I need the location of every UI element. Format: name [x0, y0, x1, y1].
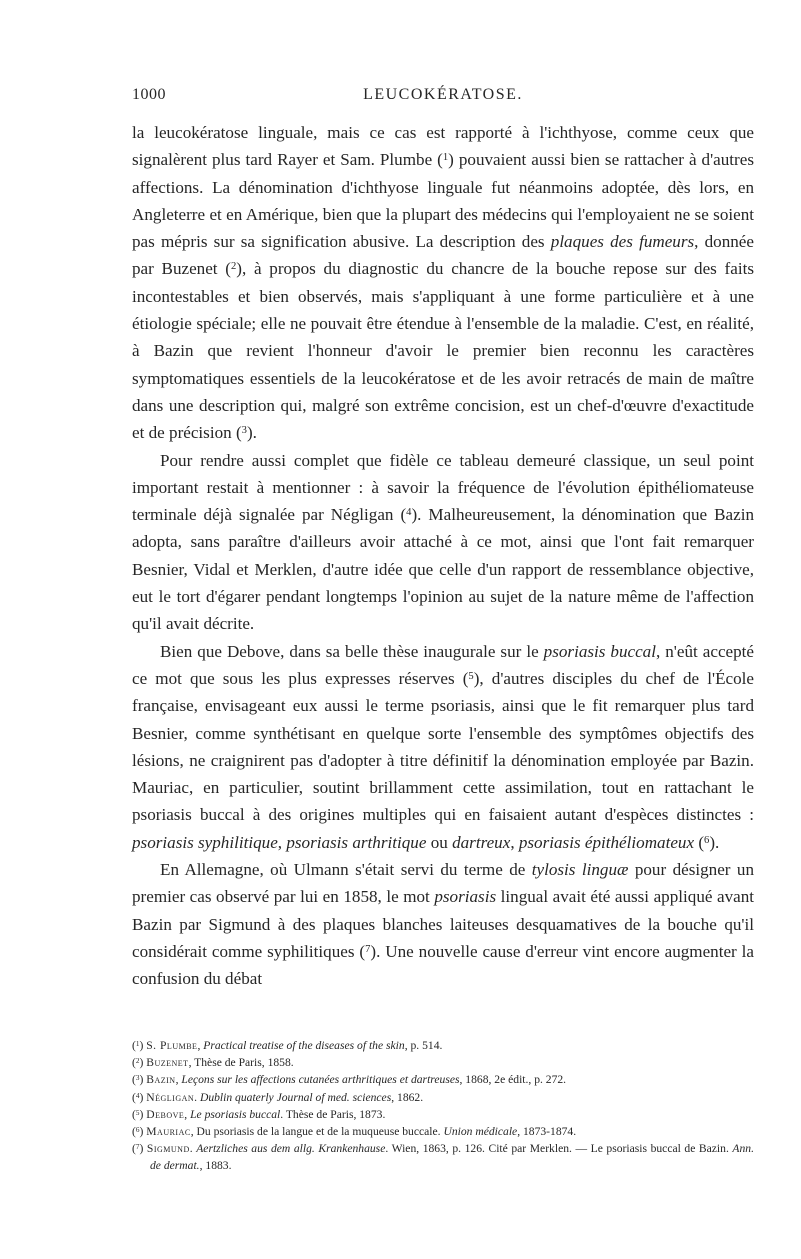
footnote-ref: 2	[230, 261, 237, 273]
footnote	[132, 1123, 754, 1140]
italic-text: Leçons sur les affections cutanées arthritiques et dartreuses	[181, 1073, 460, 1087]
text-run: (	[437, 150, 443, 170]
footnote-ref: 2	[135, 1056, 140, 1065]
text-run: ,	[197, 1039, 204, 1052]
footnote-ref: 1	[135, 1039, 140, 1048]
italic-text: Aertzliches aus dem allg. Krankenhause	[196, 1142, 386, 1156]
text-run: . Wien, 1863, p. 126. Cité par Merklen. — Le psoriasis buccal de Bazin.	[385, 1142, 733, 1156]
running-title: LEUCOKÉRATOSE.	[363, 86, 523, 103]
footnote-ref: 3	[241, 425, 247, 437]
text-run: pour désigner un premier cas observé par lui en 1858, le mot	[132, 860, 755, 907]
text-run: . Thèse de Paris, 1873.	[280, 1107, 386, 1121]
footnote-ref: 4	[406, 507, 412, 519]
footnote	[132, 1089, 754, 1106]
text-run: ). Malheureusement, la dénomination que Bazin adopta, sans paraître d'ailleurs avoir attaché à ce mot, ainsi que l'ont fait remarquer Besnier, Vidal et Merklen, d'autre idée que celle d'un rapport de ressemblance objective, eut le tort d'égarer pendant longtemps l'opinion au sujet de la nature même de l'affection qu'il avait décrite.	[132, 505, 754, 634]
text-run: ,	[510, 832, 519, 852]
author-name: Mauriac	[146, 1125, 191, 1139]
author-name: S. Plumbe	[146, 1039, 198, 1052]
text-run: (	[132, 1142, 136, 1156]
paragraph	[132, 119, 754, 447]
text-run: )	[139, 1039, 147, 1052]
text-run: (	[132, 1039, 136, 1052]
text-run: , 1868, 2e édit., p. 272.	[459, 1073, 567, 1087]
paragraph	[132, 856, 754, 992]
footnote-ref: 7	[135, 1142, 140, 1151]
footnote	[132, 1054, 754, 1071]
italic-text: psoriasis épithéliomateux	[518, 832, 695, 852]
footnote-ref: 7	[365, 944, 371, 956]
text-run: ou	[426, 832, 453, 852]
italic-text: Ann. de dermat.	[150, 1142, 754, 1173]
footnote	[132, 1106, 754, 1123]
text-run: , n'eût accepté ce mot que sous les plus expresses réserves (	[132, 641, 754, 688]
text-run: )	[139, 1107, 147, 1121]
footnote-ref: 3	[135, 1074, 140, 1083]
footnote	[132, 1037, 754, 1054]
text-run: , p. 514.	[404, 1039, 443, 1052]
author-name: Debove	[146, 1107, 185, 1121]
text-run: En Allemagne, où Ulmann s'était servi du terme de	[160, 860, 532, 880]
text-run: ,	[277, 832, 287, 852]
text-run: (	[132, 1056, 136, 1070]
author-name: Bazin	[146, 1073, 176, 1087]
body-text	[132, 119, 754, 993]
text-run: ).	[709, 832, 720, 852]
text-run: (	[132, 1107, 136, 1121]
footnote-ref: 6	[135, 1125, 140, 1134]
footnote	[132, 1071, 754, 1088]
text-run: Bien que Debove, dans sa belle thèse inaugurale sur le	[160, 641, 544, 661]
text-run: , Thèse de Paris, 1858.	[188, 1056, 294, 1070]
text-run: ,	[184, 1107, 191, 1121]
text-run: .	[194, 1090, 200, 1104]
text-run: (	[132, 1090, 136, 1104]
footnotes	[132, 1037, 754, 1175]
footnote-ref: 6	[704, 834, 710, 846]
italic-text: Le psoriasis buccal	[190, 1107, 281, 1121]
text-run: lingual avait été aussi appliqué avant Bazin par Sigmund à des plaques blanches laiteuses desquamatives de la bouche qu'il considérait comme syphilitiques (	[132, 887, 755, 961]
italic-text: psoriasis buccal	[543, 641, 656, 661]
text-run: )	[139, 1073, 147, 1087]
text-run: (	[132, 1073, 136, 1087]
text-run: , 1862.	[391, 1090, 424, 1104]
footnote-ref: 5	[468, 671, 474, 683]
text-run: , Du psoriasis de la langue et de la muqueuse buccale.	[190, 1125, 444, 1139]
text-run: ) pouvaient aussi bien se rattacher à d'autres affections. La dénomination d'ichthyose linguale fut néanmoins adoptée, dès lors, en Angleterre et en Amérique, bien que la plupart des médecins qui l'employaient ne se soient pas mépris sur sa signification abusive. La description des	[132, 150, 754, 252]
text-run: ). Une nouvelle cause d'erreur vint encore augmenter la confusion du débat	[132, 941, 754, 989]
text-run: )	[139, 1142, 147, 1156]
footnote	[132, 1140, 754, 1174]
paragraph	[132, 638, 754, 856]
author-name: Sigmund	[146, 1142, 190, 1156]
author-name: Buzenet	[146, 1056, 189, 1070]
text-run: ), d'autres disciples du chef de l'École française, envisageant eux aussi le terme psoriasis, ainsi que le fit remarquer plus tard Besnier, comme synthétisant en quelque sorte l'ensemble des symptômes objectifs des lésions, ne craignirent pas d'adopter à titre définitif la dénomination employée par Bazin. Mauriac, en particulier, soutint brillamment cette assimilation, tout en rattachant le psoriasis buccal à des origines multiples qui en faisaient autant d'espèces distinctes :	[132, 668, 754, 825]
italic-text: tylosis linguæ	[531, 860, 629, 880]
text-run: )	[139, 1056, 147, 1070]
text-run: )	[139, 1125, 147, 1139]
text-run: la leucokératose linguale, mais ce cas est rapporté à l'ichthyose, comme ceux que signalèrent plus tard Rayer et Sam. Plumbe	[132, 123, 754, 170]
italic-text: Practical treatise of the diseases of the skin	[203, 1039, 405, 1052]
text-run: ), à propos du diagnostic du chancre de la bouche repose sur des faits incontestables et bien observés, mais s'appliquant à une forme particulière et à une étiologie spéciale; elle ne pouvait être étendue à l'ensemble de la maladie. C'est, en réalité, à Bazin que revient l'honneur d'avoir le premier bien reconnu les caractères symptomatiques essentiels de la leucokératose et de les avoir retracés de main de maître dans une description qui, malgré son extrême concision, est un chef-d'œuvre d'exactitude et de précision (	[132, 259, 754, 443]
text-run: ,	[175, 1073, 182, 1087]
author-name: Négligan	[146, 1090, 195, 1104]
footnote-ref: 5	[135, 1108, 140, 1117]
italic-text: Union médicale	[443, 1125, 518, 1139]
footnote-ref: 1	[442, 152, 449, 164]
text-run: (	[694, 832, 705, 852]
italic-text: dartreux	[452, 832, 511, 852]
text-run: (	[132, 1125, 136, 1139]
text-run: , 1873-1874.	[517, 1125, 577, 1139]
italic-text: Dublin quaterly Journal of med. sciences	[199, 1090, 392, 1104]
paragraph	[132, 447, 754, 638]
footnote-ref: 4	[135, 1091, 140, 1100]
text-run: )	[139, 1090, 147, 1104]
text-run: ).	[246, 423, 257, 443]
page-header	[132, 86, 754, 110]
text-run: , donnée par Buzenet (	[132, 232, 754, 279]
italic-text: plaques des fumeurs	[550, 232, 695, 252]
text-run: Pour rendre aussi complet que fidèle ce tableau demeuré classique, un seul point important restait à mentionner : à savoir la fréquence de l'évolution épithéliomateuse terminale déjà signalée par Négligan (	[132, 450, 754, 525]
text-run: .	[189, 1142, 197, 1156]
page-number: 1000	[132, 86, 166, 103]
italic-text: psoriasis	[434, 887, 497, 907]
italic-text: psoriasis arthritique	[286, 832, 427, 852]
italic-text: psoriasis syphilitique	[132, 832, 278, 852]
text-run: , 1883.	[199, 1159, 232, 1173]
